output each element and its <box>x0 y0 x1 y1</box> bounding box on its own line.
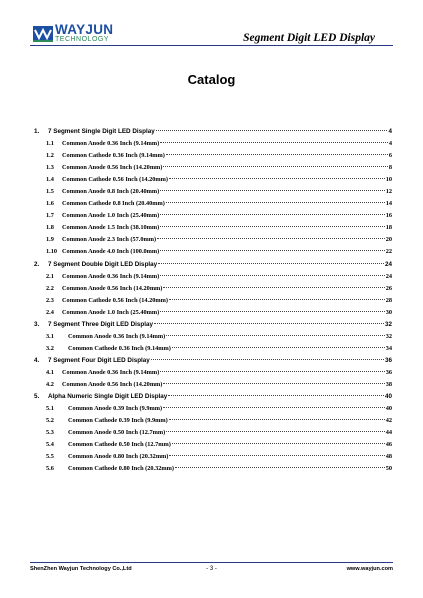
toc-entry-page: 38 <box>385 380 392 388</box>
toc-entry-page: 20 <box>385 236 392 244</box>
toc-dot-leader <box>163 287 384 288</box>
footer-company: ShenZhen Wayjun Technology Co.,Ltd <box>30 566 132 572</box>
toc-entry-page: 46 <box>385 441 392 449</box>
toc-entry-number: 2. <box>34 260 40 268</box>
toc-entry-number: 1.7 <box>46 212 54 220</box>
toc-entry-page: 40 <box>385 405 392 413</box>
document-title: Segment Digit LED Display <box>243 32 375 44</box>
toc-entry-number: 1.10 <box>46 248 58 256</box>
toc-entry-label: 7 Segment Single Digit LED Display <box>48 128 155 135</box>
toc-entry-label: Common Anode 1.0 Inch (25.40mm) <box>62 308 160 316</box>
toc-entry-label: Common Anode 1.5 Inch (38.10mm) <box>62 224 160 232</box>
toc-entry-page: 48 <box>385 453 392 461</box>
toc-dot-leader <box>172 347 385 348</box>
toc-entry-label: Common Anode 0.36 Inch (9.14mm) <box>68 332 166 340</box>
toc-dot-leader <box>160 214 384 215</box>
toc-entry-page: 6 <box>388 152 392 160</box>
toc-entry-number: 1.9 <box>46 236 54 244</box>
toc-dot-leader <box>158 263 384 264</box>
toc-dot-leader <box>168 395 384 396</box>
toc-dot-leader <box>172 443 385 444</box>
toc-dot-leader <box>163 407 385 408</box>
toc-entry-number: 4. <box>34 356 40 364</box>
toc-entry-page: 18 <box>385 224 392 232</box>
toc-subsection-entry[interactable] <box>30 415 392 427</box>
toc-entry-page: 4 <box>388 140 392 148</box>
toc-subsection-entry[interactable] <box>30 174 392 186</box>
toc-section-entry[interactable] <box>30 391 392 403</box>
toc-entry-number: 5.1 <box>46 405 54 413</box>
toc-dot-leader <box>160 275 384 276</box>
toc-entry-number: 5.2 <box>46 417 54 425</box>
toc-entry-number: 1.5 <box>46 188 54 196</box>
toc-entry-number: 2.3 <box>46 296 54 304</box>
toc-entry-number: 1.8 <box>46 224 54 232</box>
toc-entry-number: 1.6 <box>46 200 54 208</box>
toc-entry-number: 5.5 <box>46 453 54 461</box>
toc-entry-number: 5.3 <box>46 429 54 437</box>
toc-entry-label: Common Cathode 0.36 Inch (9.14mm) <box>62 152 165 160</box>
toc-dot-leader <box>160 311 384 312</box>
toc-dot-leader <box>160 190 384 191</box>
toc-subsection-entry[interactable] <box>30 271 392 283</box>
toc-dot-leader <box>156 130 388 131</box>
toc-entry-page: 28 <box>385 296 392 304</box>
toc-dot-leader <box>166 335 384 336</box>
toc-entry-label: Common Anode 0.39 Inch (9.9mm) <box>68 405 163 413</box>
toc-dot-leader <box>160 250 384 251</box>
toc-entry-page: 34 <box>385 344 392 352</box>
toc-entry-label: Common Cathode 0.39 Inch (9.9mm) <box>68 417 168 425</box>
toc-entry-number: 4.1 <box>46 368 54 376</box>
toc-entry-number: 1.3 <box>46 164 54 172</box>
toc-entry-label: Common Cathode 0.36 Inch (9.14mm) <box>68 344 171 352</box>
toc-entry-number: 1.4 <box>46 176 54 184</box>
toc-entry-number: 2.4 <box>46 308 54 316</box>
toc-entry-label: Common Cathode 0.80 Inch (20.32mm) <box>68 465 174 473</box>
toc-dot-leader <box>163 166 387 167</box>
toc-entry-page: 32 <box>384 320 392 328</box>
toc-entry-page: 26 <box>385 284 392 292</box>
toc-entry-page: 10 <box>385 176 392 184</box>
toc-entry-label: Common Anode 0.36 Inch (9.14mm) <box>62 272 160 280</box>
toc-entry-number: 1.2 <box>46 152 54 160</box>
toc-dot-leader <box>166 431 384 432</box>
logo-subtitle: TECHNOLOGY <box>55 36 110 43</box>
wayjun-logo-icon <box>33 24 53 44</box>
toc-entry-label: Common Anode 0.56 Inch (14.20mm) <box>62 164 163 172</box>
footer-divider <box>30 562 393 563</box>
toc-subsection-entry[interactable] <box>30 234 392 246</box>
logo-name: WAYJUN <box>55 22 114 37</box>
toc-subsection-entry[interactable] <box>30 222 392 234</box>
toc-subsection-entry[interactable] <box>30 427 392 439</box>
toc-entry-page: 4 <box>388 128 392 135</box>
toc-entry-label: Common Cathode 0.56 Inch (14.20mm) <box>62 176 168 184</box>
toc-entry-label: Common Anode 0.50 Inch (12.7mm) <box>68 429 166 437</box>
toc-entry-page: 14 <box>385 200 392 208</box>
toc-entry-number: 3.2 <box>46 344 54 352</box>
toc-subsection-entry[interactable] <box>30 210 392 222</box>
footer-website: www.wayjun.com <box>346 566 393 572</box>
toc-subsection-entry[interactable] <box>30 150 392 162</box>
toc-entry-label: Common Anode 0.8 Inch (20.40mm) <box>62 188 160 196</box>
toc-dot-leader <box>166 202 385 203</box>
toc-dot-leader <box>160 226 384 227</box>
toc-entry-label: Common Cathode 0.56 Inch (14.20mm) <box>62 296 168 304</box>
toc-entry-page: 32 <box>385 332 392 340</box>
toc-entry-page: 24 <box>385 272 392 280</box>
toc-subsection-entry[interactable] <box>30 295 392 307</box>
toc-entry-label: 7 Segment Three Digit LED Display <box>48 320 153 328</box>
toc-subsection-entry[interactable] <box>30 138 392 150</box>
toc-subsection-entry[interactable] <box>30 246 392 258</box>
toc-dot-leader <box>160 371 384 372</box>
toc-entry-label: Common Anode 0.80 Inch (20.32mm) <box>68 453 169 461</box>
toc-dot-leader <box>163 383 384 384</box>
toc-entry-number: 1.1 <box>46 140 54 148</box>
toc-subsection-entry[interactable] <box>30 162 392 174</box>
toc-entry-number: 4.2 <box>46 380 54 388</box>
page-header <box>0 0 423 50</box>
toc-entry-page: 50 <box>385 465 392 473</box>
toc-entry-page: 40 <box>384 393 392 401</box>
toc-entry-number: 3.1 <box>46 332 54 340</box>
company-logo <box>33 24 133 46</box>
toc-subsection-entry[interactable] <box>30 439 392 451</box>
toc-section-entry[interactable] <box>30 126 392 138</box>
toc-entry-label: Common Cathode 0.8 Inch (20.40mm) <box>62 200 165 208</box>
toc-entry-page: 8 <box>388 164 392 172</box>
toc-entry-number: 5. <box>34 393 40 401</box>
toc-entry-number: 2.1 <box>46 272 54 280</box>
table-of-contents <box>30 126 392 475</box>
toc-entry-label: Common Anode 1.0 Inch (25.40mm) <box>62 212 160 220</box>
toc-entry-label: Common Anode 0.36 Inch (9.14mm) <box>62 140 160 148</box>
toc-section-entry[interactable] <box>30 319 392 331</box>
toc-entry-label: Common Anode 0.56 Inch (14.20mm) <box>62 284 163 292</box>
toc-subsection-entry[interactable] <box>30 331 392 343</box>
header-divider <box>30 45 393 46</box>
toc-subsection-entry[interactable] <box>30 451 392 463</box>
toc-entry-label: Alpha Numeric Single Digit LED Display <box>48 393 168 401</box>
toc-entry-number: 2.2 <box>46 284 54 292</box>
toc-subsection-entry[interactable] <box>30 343 392 355</box>
toc-subsection-entry[interactable] <box>30 463 392 475</box>
toc-entry-label: Common Anode 0.56 Inch (14.20mm) <box>62 380 163 388</box>
toc-entry-label: Common Anode 4.0 Inch (100.0mm) <box>62 248 160 256</box>
toc-dot-leader <box>166 154 388 155</box>
toc-entry-number: 5.6 <box>46 465 54 473</box>
toc-entry-page: 24 <box>384 260 392 268</box>
toc-entry-label: Common Anode 2.3 Inch (57.0mm) <box>62 236 157 244</box>
toc-dot-leader <box>169 455 384 456</box>
toc-entry-page: 16 <box>385 212 392 220</box>
toc-dot-leader <box>154 323 384 324</box>
toc-subsection-entry[interactable] <box>30 198 392 210</box>
toc-subsection-entry[interactable] <box>30 186 392 198</box>
page-title: Catalog <box>187 72 236 87</box>
toc-entry-page: 42 <box>385 417 392 425</box>
toc-entry-page: 36 <box>385 368 392 376</box>
toc-entry-label: 7 Segment Four Digit LED Display <box>48 356 150 364</box>
toc-subsection-entry[interactable] <box>30 379 392 391</box>
toc-dot-leader <box>169 419 385 420</box>
toc-subsection-entry[interactable] <box>30 283 392 295</box>
toc-dot-leader <box>160 142 388 143</box>
toc-dot-leader <box>151 359 384 360</box>
toc-section-entry[interactable] <box>30 259 392 271</box>
toc-entry-page: 30 <box>385 308 392 316</box>
toc-dot-leader <box>169 299 385 300</box>
toc-dot-leader <box>169 178 385 179</box>
toc-entry-page: 44 <box>385 429 392 437</box>
toc-entry-page: 22 <box>385 248 392 256</box>
toc-entry-number: 3. <box>34 320 40 328</box>
toc-subsection-entry[interactable] <box>30 403 392 415</box>
toc-dot-leader <box>157 238 385 239</box>
toc-subsection-entry[interactable] <box>30 307 392 319</box>
footer-page-number: - 3 - <box>206 566 217 572</box>
toc-entry-number: 1. <box>34 128 40 135</box>
toc-entry-label: 7 Segment Double Digit LED Display <box>48 260 158 268</box>
toc-dot-leader <box>175 467 385 468</box>
toc-entry-label: Common Anode 0.36 Inch (9.14mm) <box>62 368 160 376</box>
toc-subsection-entry[interactable] <box>30 367 392 379</box>
toc-entry-page: 36 <box>384 356 392 364</box>
toc-section-entry[interactable] <box>30 355 392 367</box>
toc-entry-number: 5.4 <box>46 441 54 449</box>
toc-entry-page: 12 <box>385 188 392 196</box>
toc-entry-label: Common Cathode 0.50 Inch (12.7mm) <box>68 441 171 449</box>
